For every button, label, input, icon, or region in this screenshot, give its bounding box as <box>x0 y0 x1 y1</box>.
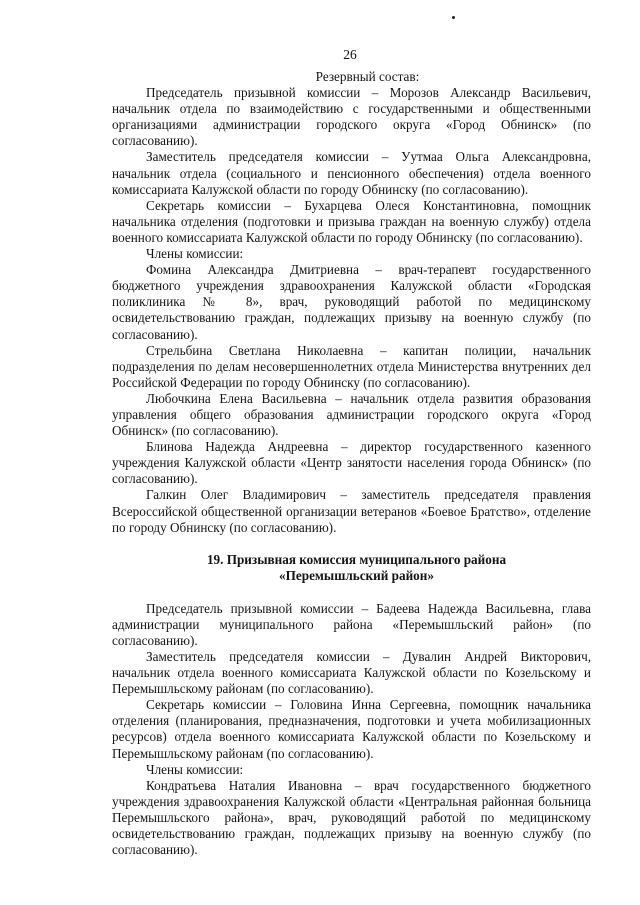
reserve-chairman: Председатель призывной комиссии – Морозов Александр Васильевич, начальник отдела по взаимодействию с государственными и общественными организациями администрации городского округа «Город Обнинск» (по согласованию). <box>112 85 591 149</box>
page-number: 26 <box>343 47 357 62</box>
section-chairman: Председатель призывной комиссии – Бадеева Надежда Васильевна, глава администрации муниципального района «Перемышльский район» (по согласованию). <box>112 600 591 648</box>
reserve-heading: Резервный состав: <box>315 69 420 84</box>
reserve-deputy: Заместитель председателя комиссии – Уутмаа Ольга Александровна, начальник отдела (социального и пенсионного обеспечения) отдела военного комиссариата Калужской области по городу Обнинску (по согласованию). <box>112 149 591 197</box>
reserve-member: Любочкина Елена Васильевна – начальник отдела развития образования управления общего образования администрации городского округа «Город Обнинск» (по согласованию). <box>112 390 591 439</box>
reserve-member: Блинова Надежда Андреевна – директор государственного казенного учреждения Калужской области «Центр занятости населения города Обнинск» (по согласованию). <box>112 439 591 487</box>
scan-speck <box>452 16 455 19</box>
reserve-members-label: Члены комиссии: <box>146 246 244 262</box>
section-title-line-1: 19. Призывная комиссия муниципального района <box>206 551 507 567</box>
reserve-member: Стрельбина Светлана Николаевна – капитан полиции, начальник подразделения по делам несовершеннолетних отдела Министерства внутренних дел Российской Федерации по городу Обнинску (по согласованию). <box>112 342 591 390</box>
section-spacer <box>112 585 591 601</box>
reserve-member: Галкин Олег Владимирович – заместитель председателя правления Всероссийской общественной организации ветеранов «Боевое Братство», отделение по городу Обнинску (по согласованию). <box>112 487 591 535</box>
section-members-label: Члены комиссии: <box>146 761 244 777</box>
reserve-secretary: Секретарь комиссии – Бухарцева Олеся Константиновна, помощник начальника отделения (подготовки и призыва граждан на военную службу) отдела военного комиссариата Калужской области по городу Обнинску (по согласованию). <box>112 197 591 245</box>
document-body <box>112 69 591 858</box>
section-title <box>112 552 591 585</box>
section-title-line-2: «Перемышльский район» <box>279 568 434 584</box>
section-deputy: Заместитель председателя комиссии – Дувалин Андрей Викторович, начальник отдела военного комиссариата Калужской области по Козельскому и Перемышльскому районам (по согласованию). <box>112 649 591 697</box>
section-secretary: Секретарь комиссии – Головина Инна Сергеевна, помощник начальника отделения (планирования, предназначения, подготовки и учета мобилизационных ресурсов) отдела военного комиссариата Калужской области по Козельскому и Перемышльскому районам (по согласованию). <box>112 697 591 761</box>
reserve-member: Фомина Александра Дмитриевна – врач-терапевт государственного бюджетного учреждения здравоохранения Калужской области «Городская поликлиника № 8», врач, руководящий работой по медицинскому освидетельствованию граждан, подлежащих призыву на военную службу (по согласованию). <box>112 262 591 342</box>
section-member: Кондратьева Наталия Ивановна – врач государственного бюджетного учреждения здравоохранения Калужской области «Центральная районная больница Перемышльского района», врач, руководящий работой по медицинскому освидетельствованию граждан, подлежащих призыву на военную службу (по согласованию). <box>112 777 591 858</box>
